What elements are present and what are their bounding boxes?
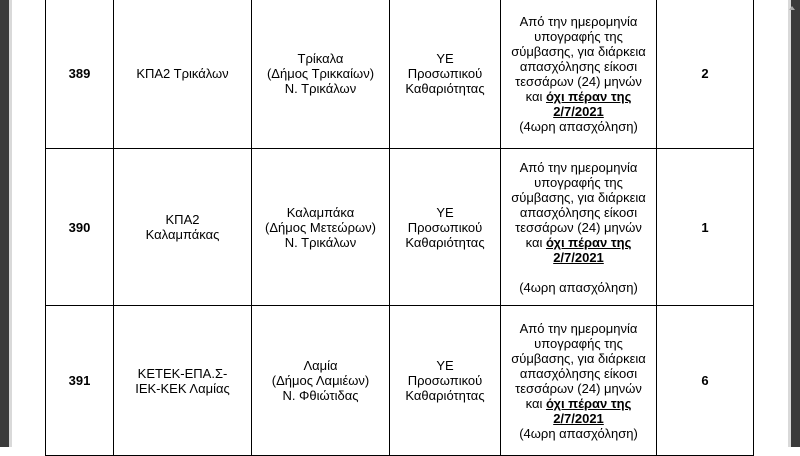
service-unit-line: ΚΕΤΕΚ-ΕΠΑ.Σ- <box>137 365 228 381</box>
duration-line: Από την ημερομηνία <box>519 159 638 175</box>
specialty-line: Καθαριότητας <box>405 388 485 403</box>
work-hours: (4ωρη απασχόληση) <box>519 118 638 134</box>
location-line: (Δήμος Μετεώρων) <box>265 219 376 235</box>
location-line: Ν. Φθιώτιδας <box>282 388 359 403</box>
duration-line: Από την ημερομηνία <box>519 13 638 29</box>
duration-line: σύμβασης, για διάρκεια <box>511 350 646 366</box>
service-unit <box>114 0 252 149</box>
location-line: Ν. Τρικάλων <box>284 234 357 250</box>
positions-count: 2 <box>657 0 754 149</box>
duration-line: σύμβασης, για διάρκεια <box>511 189 646 205</box>
positions-count: 6 <box>657 306 754 456</box>
service-unit-line: ΚΠΑ2 Τρικάλων <box>136 66 229 81</box>
deadline-date: 2/7/2021 <box>553 410 604 426</box>
duration-line: τεσσάρων (24) μηνών <box>515 380 642 396</box>
viewer-left-border-inner <box>9 0 12 447</box>
positions-count: 1 <box>657 149 754 306</box>
work-hours: (4ωρη απασχόληση) <box>519 279 638 295</box>
service-location <box>252 306 390 456</box>
table-row <box>46 0 754 149</box>
location-line: (Δήμος Τρικκαίων) <box>266 66 375 81</box>
specialty-line: Καθαριότητας <box>405 234 485 250</box>
service-unit-line: Καλαμπάκας <box>145 227 220 242</box>
duration-line: υπογραφής της <box>534 335 623 351</box>
duration-line: απασχόλησης είκοσι <box>519 365 638 381</box>
location-line: Τρίκαλα <box>297 51 344 66</box>
service-unit <box>114 149 252 306</box>
deadline-date: 2/7/2021 <box>553 103 604 119</box>
table-row <box>46 306 754 456</box>
service-location <box>252 149 390 306</box>
specialty-line: Καθαριότητας <box>405 81 485 96</box>
specialty-line: Προσωπικού <box>407 66 483 81</box>
scroll-up-arrow-icon[interactable] <box>789 6 795 10</box>
row-number: 389 <box>46 0 114 149</box>
specialty <box>390 0 501 149</box>
duration-and: και <box>525 88 543 104</box>
location-line: Ν. Τρικάλων <box>284 81 357 96</box>
specialty-line: ΥΕ <box>436 51 454 66</box>
duration-deadline <box>503 396 654 411</box>
duration-line: απασχόλησης είκοσι <box>519 58 638 74</box>
specialty-line: Προσωπικού <box>407 373 483 388</box>
specialty <box>390 149 501 306</box>
duration-line: σύμβασης, για διάρκεια <box>511 43 646 59</box>
specialty-line: ΥΕ <box>436 204 454 220</box>
specialty-line: ΥΕ <box>436 358 454 373</box>
contract-duration <box>501 149 657 306</box>
job-positions-table <box>45 0 754 456</box>
specialty <box>390 306 501 456</box>
not-beyond-text: όχι πέραν της <box>545 88 632 104</box>
service-unit-line: ΙΕΚ-ΚΕΚ Λαμίας <box>135 380 230 396</box>
deadline-date: 2/7/2021 <box>553 249 604 265</box>
location-line: Λαμία <box>303 358 338 373</box>
contract-duration <box>501 0 657 149</box>
not-beyond-text: όχι πέραν της <box>545 395 632 411</box>
row-number: 391 <box>46 306 114 456</box>
service-unit-line: ΚΠΑ2 <box>165 212 200 227</box>
duration-deadline <box>503 89 654 104</box>
location-line: (Δήμος Λαμιέων) <box>271 373 370 388</box>
table-row <box>46 149 754 306</box>
duration-line: απασχόλησης είκοσι <box>519 204 638 220</box>
duration-line: τεσσάρων (24) μηνών <box>515 73 642 89</box>
duration-line: υπογραφής της <box>534 28 623 44</box>
row-number: 390 <box>46 149 114 306</box>
viewer-right-border <box>791 0 800 447</box>
duration-and: και <box>525 395 543 411</box>
specialty-line: Προσωπικού <box>407 219 483 235</box>
duration-line: Από την ημερομηνία <box>519 320 638 336</box>
contract-duration <box>501 306 657 456</box>
duration-deadline <box>503 235 654 250</box>
viewer-left-border <box>0 0 9 447</box>
location-line: Καλαμπάκα <box>286 204 355 220</box>
duration-line: τεσσάρων (24) μηνών <box>515 219 642 235</box>
duration-and: και <box>525 234 543 250</box>
blank-line <box>503 265 654 280</box>
service-unit <box>114 306 252 456</box>
work-hours: (4ωρη απασχόληση) <box>519 425 638 441</box>
duration-line: υπογραφής της <box>534 174 623 190</box>
service-location <box>252 0 390 149</box>
not-beyond-text: όχι πέραν της <box>545 234 632 250</box>
viewer-right-border-inner <box>788 0 791 447</box>
